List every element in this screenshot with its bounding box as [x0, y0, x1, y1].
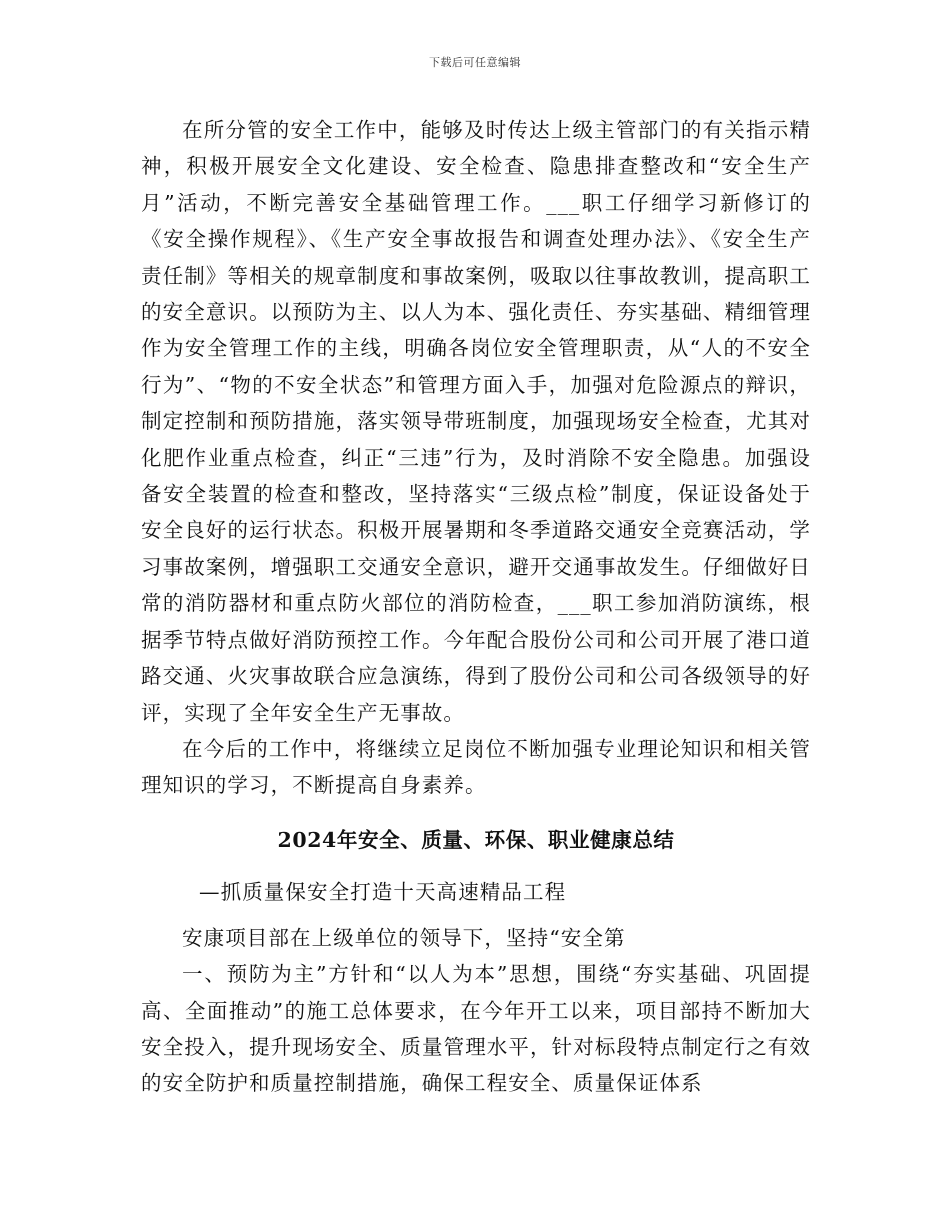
section-paragraph: 一、预防为主”方针和“以人为本”思想，围绕“夯实基础、巩固提高、全面推动”的施工总体要求，在今年开工以来，项目部持不断加大安全投入，提升现场安全、质量管理水平，针对标段特点制定行之有效的安全防护和质量控制措施，确保工程安全、质量保证体系	[141, 962, 811, 1096]
section-title: 2024年安全、质量、环保、职业健康总结	[277, 827, 675, 852]
page-header: 下载后可任意编辑	[429, 56, 521, 69]
body-paragraph: 在所分管的安全工作中，能够及时传达上级主管部门的有关指示精神，积极开展安全文化建设、安全检查、隐患排查整改和“安全生产月”活动，不断完善安全基础管理工作。___职工仔细学习新修订的《安全操作规程》、《生产安全事故报告和调查处理办法》、《安全生产责任制》等相关的规章制度和事故案例，吸取以往事故教训，提高职工的安全意识。以预防为主、以人为本、强化责任、夯实基础、精细管理作为安全管理工作的主线，明确各岗位安全管理职责，从“人的不安全行为”、“物的不安全状态”和管理方面入手，加强对危险源点的辩识，制定控制和预防措施，落实领导带班制度，加强现场安全检查，尤其对化肥作业重点检查，纠正“三违”行为，及时消除不安全隐患。加强设备安全装置的检查和整改，坚持落实“三级点检”制度，保证设备处于安全良好的运行状态。积极开展暑期和冬季道路交通安全竞赛活动，学习事故案例，增强职工交通安全意识，避开交通事故发生。仔细做好日常的消防器材和重点防火部位的消防检查，___职工参加消防演练，根据季节特点做好消防预控工作。今年配合股份公司和公司开展了港口道路交通、火灾事故联合应急演练，得到了股份公司和公司各级领导的好评，实现了全年安全生产无事故。	[141, 118, 811, 725]
section-subtitle: —抓质量保安全打造十天高速精品工程	[199, 879, 567, 904]
document-body	[141, 112, 811, 1102]
section-paragraph: 安康项目部在上级单位的领导下，坚持“安全第	[182, 925, 626, 950]
body-paragraph: 在今后的工作中，将继续立足岗位不断加强专业理论知识和相关管理知识的学习，不断提高自身素养。	[141, 736, 811, 798]
